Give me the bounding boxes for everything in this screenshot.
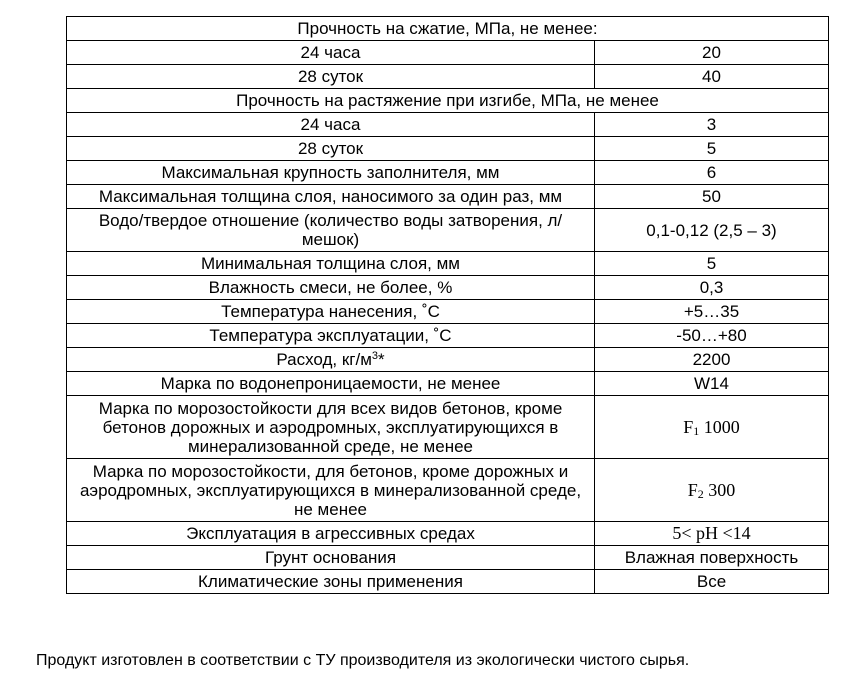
row-value [595, 459, 829, 522]
row-value: 40 [595, 65, 829, 89]
row-label: Марка по морозостойкости для всех видов бетонов, кроме бетонов дорожных и аэродромных, эксплуатирующихся в минерализованной среде, не менее [67, 396, 595, 459]
row-label: 24 часа [67, 41, 595, 65]
frost1-number: 1000 [703, 416, 740, 437]
table-row [67, 17, 829, 41]
row-label: Температура эксплуатации, ˚С [67, 324, 595, 348]
table-row [67, 41, 829, 65]
row-value: 2200 [595, 348, 829, 372]
table-row [67, 113, 829, 137]
row-value: W14 [595, 372, 829, 396]
table-row [67, 276, 829, 300]
row-label: 28 суток [67, 65, 595, 89]
table-row [67, 209, 829, 252]
row-label: Максимальная толщина слоя, наносимого за один раз, мм [67, 185, 595, 209]
table-row [67, 324, 829, 348]
table-row [67, 89, 829, 113]
row-value: 0,3 [595, 276, 829, 300]
row-label: Влажность смеси, не более, % [67, 276, 595, 300]
table-row [67, 459, 829, 522]
row-value [595, 396, 829, 459]
table-row [67, 522, 829, 546]
consumption-label-asterisk: * [378, 350, 385, 369]
row-value: Влажная поверхность [595, 546, 829, 570]
frost2-index: 2 [697, 486, 704, 501]
table-row [67, 161, 829, 185]
row-label [67, 348, 595, 372]
consumption-label-text: Расход, кг/м [276, 350, 372, 369]
frost1-index: 1 [693, 423, 700, 438]
row-label: Климатические зоны применения [67, 570, 595, 594]
row-value: 50 [595, 185, 829, 209]
section-header-compression: Прочность на сжатие, МПа, не менее: [67, 17, 829, 41]
table-row [67, 372, 829, 396]
table-row [67, 65, 829, 89]
row-value: Все [595, 570, 829, 594]
table-row [67, 570, 829, 594]
row-label: 28 суток [67, 137, 595, 161]
row-value: +5…35 [595, 300, 829, 324]
table-row [67, 546, 829, 570]
row-value: 3 [595, 113, 829, 137]
row-label: 24 часа [67, 113, 595, 137]
row-label: Максимальная крупность заполнителя, мм [67, 161, 595, 185]
table-row [67, 185, 829, 209]
row-label: Температура нанесения, ˚С [67, 300, 595, 324]
footer-note: Продукт изготовлен в соответствии с ТУ производителя из экологически чистого сырья. [36, 652, 690, 669]
row-label: Водо/твердое отношение (количество воды затворения, л/мешок) [67, 209, 595, 252]
table-row [67, 137, 829, 161]
table-row [67, 396, 829, 459]
table-row [67, 348, 829, 372]
row-label: Эксплуатация в агрессивных средах [67, 522, 595, 546]
row-value: 6 [595, 161, 829, 185]
table-row [67, 300, 829, 324]
row-value: -50…+80 [595, 324, 829, 348]
row-value: 0,1-0,12 (2,5 – 3) [595, 209, 829, 252]
row-value: 5< pH <14 [595, 522, 829, 546]
frost1-prefix: F [683, 416, 694, 437]
consumption-label-exponent: 3 [371, 350, 379, 362]
frost2-number: 300 [708, 479, 736, 500]
specifications-table [66, 16, 829, 594]
row-value: 5 [595, 137, 829, 161]
table-row [67, 252, 829, 276]
row-label: Минимальная толщина слоя, мм [67, 252, 595, 276]
section-header-bending: Прочность на растяжение при изгибе, МПа, не менее [67, 89, 829, 113]
row-value: 5 [595, 252, 829, 276]
frost2-prefix: F [687, 479, 698, 500]
row-label: Марка по морозостойкости, для бетонов, кроме дорожных и аэродромных, эксплуатирующихся в минерализованной среде, не менее [67, 459, 595, 522]
row-label: Грунт основания [67, 546, 595, 570]
row-label: Марка по водонепроницаемости, не менее [67, 372, 595, 396]
row-value: 20 [595, 41, 829, 65]
